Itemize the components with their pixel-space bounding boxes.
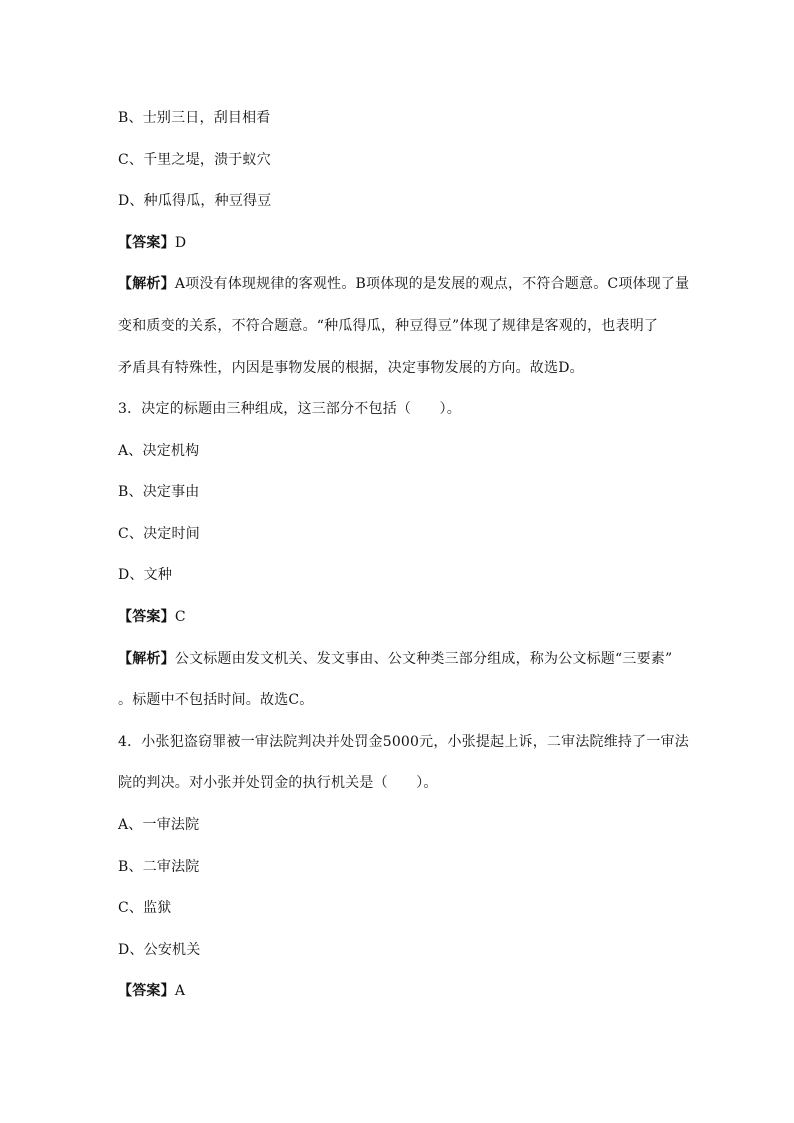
answer-value: D <box>174 235 187 251</box>
option-line <box>118 858 718 876</box>
analysis-tag: 【解析】 <box>118 276 175 292</box>
answer-tag: 【答案】 <box>118 235 175 251</box>
option-text: D、种瓜得瓜，种豆得豆 <box>118 193 272 209</box>
analysis-line <box>118 275 718 293</box>
analysis-text: 。标题中不包括时间。故选C。 <box>118 692 314 708</box>
option-line <box>118 941 718 959</box>
option-line <box>118 192 718 210</box>
question-line <box>118 733 718 751</box>
option-text: C、监狱 <box>118 900 172 916</box>
answer-line <box>118 982 718 1000</box>
analysis-line <box>118 359 718 377</box>
option-text: B、决定事由 <box>118 484 200 500</box>
analysis-line <box>118 317 718 335</box>
option-text: A、决定机构 <box>118 443 200 459</box>
option-text: B、二审法院 <box>118 859 200 875</box>
analysis-tag: 【解析】 <box>118 651 175 667</box>
question-text: 4．小张犯盗窃罪被一审法院判决并处罚金5000元，小张提起上诉，二审法院维持了一审法 <box>118 734 689 750</box>
question-text: 3．决定的标题由三种组成，这三部分不包括（ ）。 <box>118 401 461 417</box>
option-line <box>118 899 718 917</box>
option-line <box>118 109 718 127</box>
option-line <box>118 566 718 584</box>
answer-line <box>118 608 718 626</box>
option-line <box>118 151 718 169</box>
option-text: C、千里之堤，溃于蚁穴 <box>118 152 271 168</box>
option-text: D、公安机关 <box>118 942 201 958</box>
option-line <box>118 442 718 460</box>
analysis-text: 公文标题由发文机关、发文事由、公文种类三部分组成，称为公文标题“三要素” <box>174 651 673 667</box>
answer-value: A <box>174 983 186 999</box>
question-line <box>118 774 718 792</box>
answer-tag: 【答案】 <box>118 983 175 999</box>
option-text: D、文种 <box>118 567 173 583</box>
option-text: A、一审法院 <box>118 817 200 833</box>
option-text: B、士别三日，刮目相看 <box>118 110 271 126</box>
option-line <box>118 525 718 543</box>
option-line <box>118 816 718 834</box>
analysis-line <box>118 691 718 709</box>
question-text: 院的判决。对小张并处罚金的执行机关是（ ）。 <box>118 775 438 791</box>
analysis-text: A项没有体现规律的客观性。B项体现的是发展的观点，不符合题意。C项体现了量 <box>174 276 690 292</box>
answer-value: C <box>174 609 186 625</box>
analysis-text: 矛盾具有特殊性，内因是事物发展的根据，决定事物发展的方向。故选D。 <box>118 360 584 376</box>
analysis-text: 变和质变的关系，不符合题意。“种瓜得瓜，种豆得豆”体现了规律是客观的，也表明了 <box>118 318 659 334</box>
question-line <box>118 400 718 418</box>
analysis-line <box>118 650 718 668</box>
answer-tag: 【答案】 <box>118 609 175 625</box>
option-text: C、决定时间 <box>118 526 200 542</box>
option-line <box>118 483 718 501</box>
answer-line <box>118 234 718 252</box>
